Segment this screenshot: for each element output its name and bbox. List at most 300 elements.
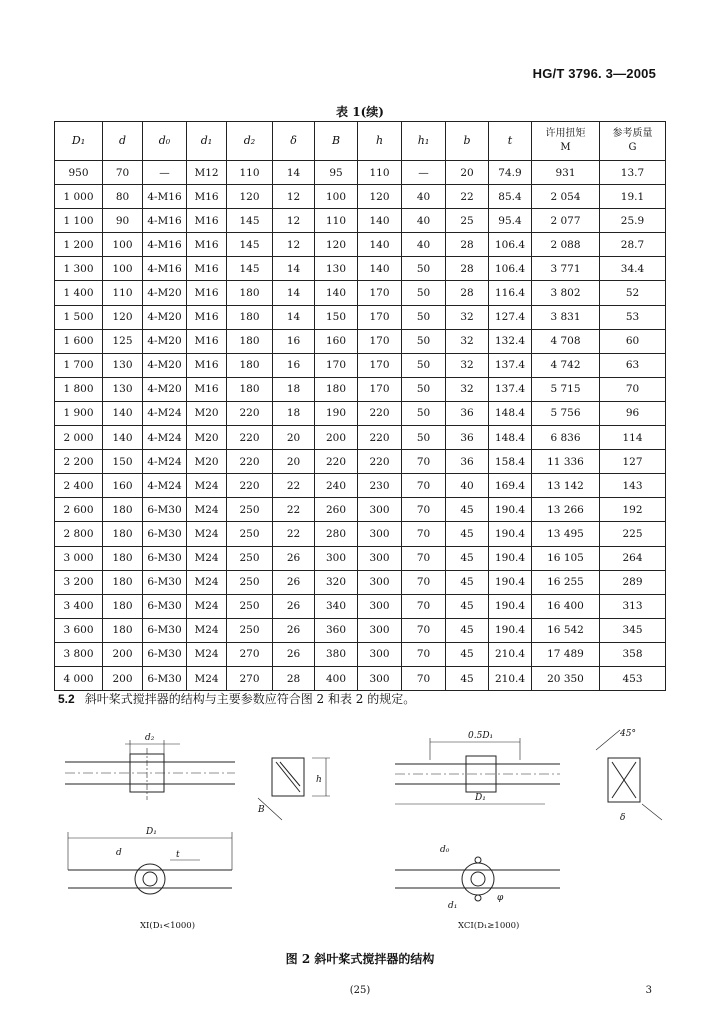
table-cell: 169.4 (489, 474, 532, 498)
table-cell: 22 (446, 185, 489, 209)
table-cell: 170 (358, 281, 402, 305)
table-cell: 950 (55, 161, 103, 185)
table-cell: — (143, 161, 187, 185)
table-cell: 50 (402, 401, 446, 425)
table-cell: 28.7 (600, 233, 666, 257)
table-cell: 36 (446, 450, 489, 474)
table-cell: 70 (402, 450, 446, 474)
table-cell: 200 (103, 642, 143, 666)
stirrer-structure-figure (0, 720, 720, 950)
table-cell: 70 (402, 642, 446, 666)
table-cell: 145 (227, 209, 273, 233)
column-header: d (103, 122, 143, 161)
column-header: b (446, 122, 489, 161)
table-cell: 6-M30 (143, 570, 187, 594)
table-cell: 110 (227, 161, 273, 185)
table-cell: 6-M30 (143, 642, 187, 666)
table-cell: 74.9 (489, 161, 532, 185)
table-cell: 3 802 (532, 281, 600, 305)
table-cell: 80 (103, 185, 143, 209)
dim-d-label: d (116, 848, 122, 858)
table-cell: 106.4 (489, 257, 532, 281)
table-row (55, 546, 666, 570)
table-cell: 264 (600, 546, 666, 570)
table-cell: 114 (600, 426, 666, 450)
table-cell: 300 (358, 618, 402, 642)
table-row (55, 594, 666, 618)
table-cell: M16 (187, 257, 227, 281)
table-cell: 220 (227, 401, 273, 425)
table-cell: 220 (227, 474, 273, 498)
table-cell: 50 (402, 377, 446, 401)
table-cell: 60 (600, 329, 666, 353)
table-cell: 16 (273, 329, 315, 353)
table-cell: 100 (103, 257, 143, 281)
table-cell: 300 (358, 522, 402, 546)
table-cell: 1 900 (55, 401, 103, 425)
table-cell: 160 (103, 474, 143, 498)
table-cell: 192 (600, 498, 666, 522)
table-cell: 50 (402, 329, 446, 353)
table-row (55, 233, 666, 257)
table-cell: 4-M20 (143, 353, 187, 377)
table-cell: 300 (358, 594, 402, 618)
dim-d0-label: d₀ (440, 845, 450, 855)
table-cell: 148.4 (489, 426, 532, 450)
table-cell: M24 (187, 522, 227, 546)
table-cell: 36 (446, 426, 489, 450)
table-cell: 20 (273, 426, 315, 450)
table-cell: 1 400 (55, 281, 103, 305)
column-header: B (315, 122, 358, 161)
table-row (55, 522, 666, 546)
table-cell: 3 600 (55, 618, 103, 642)
table-cell: 50 (402, 257, 446, 281)
column-header: 许用扭矩 M (532, 122, 600, 161)
table-cell: 90 (103, 209, 143, 233)
table-cell: 130 (103, 377, 143, 401)
table-cell: 16 (273, 353, 315, 377)
table-cell: 300 (358, 546, 402, 570)
table-cell: 180 (227, 377, 273, 401)
dim-d1-label: d₁ (448, 901, 458, 911)
table-cell: 190.4 (489, 522, 532, 546)
table-cell: 220 (358, 401, 402, 425)
table-cell: 170 (315, 353, 358, 377)
table-cell: 19.1 (600, 185, 666, 209)
table-cell: 2 400 (55, 474, 103, 498)
table-cell: 110 (315, 209, 358, 233)
table-cell: 40 (402, 185, 446, 209)
table-cell: 4-M16 (143, 233, 187, 257)
table-row (55, 401, 666, 425)
table-cell: 100 (103, 233, 143, 257)
table-cell: 220 (315, 450, 358, 474)
right-cross-section (596, 729, 662, 823)
table-cell: 26 (273, 618, 315, 642)
table-cell: 220 (227, 426, 273, 450)
table-cell: 120 (103, 305, 143, 329)
table-cell: M20 (187, 450, 227, 474)
column-header: d₂ (227, 122, 273, 161)
table-cell: M20 (187, 401, 227, 425)
table-cell: M12 (187, 161, 227, 185)
table-cell: 4-M20 (143, 329, 187, 353)
table-cell: 190.4 (489, 546, 532, 570)
table-cell: 70 (103, 161, 143, 185)
table-cell: 150 (103, 450, 143, 474)
table-cell: 1 200 (55, 233, 103, 257)
table-cell: 106.4 (489, 233, 532, 257)
table-cell: 17 489 (532, 642, 600, 666)
table-row (55, 209, 666, 233)
dim-B-label: B (258, 805, 265, 815)
column-header: h₁ (402, 122, 446, 161)
table-cell: 45 (446, 618, 489, 642)
table-cell: 2 200 (55, 450, 103, 474)
table-cell: 18 (273, 401, 315, 425)
table-cell: 14 (273, 161, 315, 185)
table-cell: 110 (358, 161, 402, 185)
table-cell: 190.4 (489, 618, 532, 642)
standard-number: HG/T 3796. 3—2005 (532, 66, 656, 81)
table-cell: 1 300 (55, 257, 103, 281)
table-cell: 140 (103, 401, 143, 425)
table-cell: 12 (273, 209, 315, 233)
table-cell: 300 (358, 642, 402, 666)
table-cell: 70 (402, 570, 446, 594)
table-cell: 16 105 (532, 546, 600, 570)
table-cell: 320 (315, 570, 358, 594)
table-cell: 45 (446, 522, 489, 546)
table-cell: 14 (273, 305, 315, 329)
table-cell: 70 (402, 618, 446, 642)
table-cell: M16 (187, 329, 227, 353)
table-row (55, 498, 666, 522)
table-cell: 148.4 (489, 401, 532, 425)
table-cell: 180 (103, 618, 143, 642)
table-cell: 453 (600, 666, 666, 690)
table-cell: 120 (358, 185, 402, 209)
table-cell: 190.4 (489, 570, 532, 594)
table-cell: 190.4 (489, 594, 532, 618)
table-cell: 26 (273, 642, 315, 666)
table-cell: 28 (446, 281, 489, 305)
table-cell: 210.4 (489, 642, 532, 666)
table-cell: 4-M20 (143, 305, 187, 329)
table-row (55, 305, 666, 329)
table-row (55, 353, 666, 377)
table-cell: 116.4 (489, 281, 532, 305)
dim-phi-label: φ (497, 893, 504, 903)
dim-h-label: h (316, 775, 322, 785)
table-cell: M16 (187, 209, 227, 233)
table-cell: M24 (187, 666, 227, 690)
table-cell: 45 (446, 642, 489, 666)
table-cell: 4-M24 (143, 474, 187, 498)
table-cell: 11 336 (532, 450, 600, 474)
table-cell: 28 (273, 666, 315, 690)
table-cell: 45 (446, 546, 489, 570)
table-cell: 220 (227, 450, 273, 474)
table-cell: 137.4 (489, 377, 532, 401)
table-cell: 170 (358, 353, 402, 377)
column-header: 参考质量 G (600, 122, 666, 161)
table-cell: 50 (402, 305, 446, 329)
table-cell: 180 (227, 305, 273, 329)
table-cell: 140 (103, 426, 143, 450)
table-cell: 50 (402, 353, 446, 377)
table-cell: 1 000 (55, 185, 103, 209)
table-cell: 4-M20 (143, 377, 187, 401)
table-cell: 13 142 (532, 474, 600, 498)
table-cell: 5 715 (532, 377, 600, 401)
table-cell: 2 077 (532, 209, 600, 233)
table-row (55, 426, 666, 450)
table-cell: 4 000 (55, 666, 103, 690)
table-cell: 180 (103, 522, 143, 546)
table-cell: 180 (103, 498, 143, 522)
table-cell: 18 (273, 377, 315, 401)
table-cell: 4-M16 (143, 209, 187, 233)
table-cell: 3 771 (532, 257, 600, 281)
table-cell: 28 (446, 233, 489, 257)
table-cell: 137.4 (489, 353, 532, 377)
left-cross-section (257, 758, 330, 820)
table-cell: 3 831 (532, 305, 600, 329)
table-cell: 260 (315, 498, 358, 522)
table-cell: 3 800 (55, 642, 103, 666)
table-cell: 4 708 (532, 329, 600, 353)
table-cell: 230 (358, 474, 402, 498)
table-cell: 14 (273, 281, 315, 305)
table-cell: 160 (315, 329, 358, 353)
table-cell: 4 742 (532, 353, 600, 377)
table-cell: 2 000 (55, 426, 103, 450)
table-cell: M24 (187, 474, 227, 498)
table-cell: 95 (315, 161, 358, 185)
page-number: (25) (349, 985, 371, 996)
left-figure-label: XI(D₁<1000) (140, 921, 196, 931)
table-cell: M16 (187, 233, 227, 257)
column-header: D₁ (55, 122, 103, 161)
column-header: δ (273, 122, 315, 161)
table-cell: 190.4 (489, 498, 532, 522)
table-cell: 26 (273, 594, 315, 618)
table-cell: 140 (358, 257, 402, 281)
table-cell: 95.4 (489, 209, 532, 233)
table-cell: 4-M24 (143, 426, 187, 450)
table-cell: 931 (532, 161, 600, 185)
table-cell: M24 (187, 498, 227, 522)
table-cell: 110 (103, 281, 143, 305)
left-top-view (68, 827, 232, 931)
table-cell: 127 (600, 450, 666, 474)
table-row (55, 618, 666, 642)
table-cell: 26 (273, 570, 315, 594)
table-cell: 130 (103, 353, 143, 377)
table-cell: 22 (273, 474, 315, 498)
table-cell: 25.9 (600, 209, 666, 233)
table-cell: 190 (315, 401, 358, 425)
table-cell: 180 (315, 377, 358, 401)
column-header: t (489, 122, 532, 161)
table-cell: 70 (402, 522, 446, 546)
table-cell: 6-M30 (143, 618, 187, 642)
table-cell: 313 (600, 594, 666, 618)
table-cell: M24 (187, 618, 227, 642)
table-cell: 2 088 (532, 233, 600, 257)
page-corner-number: 3 (645, 985, 652, 996)
parameter-table (54, 121, 666, 691)
table-cell: 345 (600, 618, 666, 642)
table-cell: 170 (358, 329, 402, 353)
table-cell: 1 100 (55, 209, 103, 233)
table-cell: 4-M24 (143, 450, 187, 474)
table-cell: 6 836 (532, 426, 600, 450)
table-cell: 3 000 (55, 546, 103, 570)
table-row (55, 474, 666, 498)
table-cell: 14 (273, 257, 315, 281)
table-cell: 300 (315, 546, 358, 570)
table-cell: 145 (227, 233, 273, 257)
table-cell: M16 (187, 377, 227, 401)
table-cell: 280 (315, 522, 358, 546)
table-cell: 200 (103, 666, 143, 690)
table-cell: 70 (600, 377, 666, 401)
dim-D1-label: D₁ (146, 827, 157, 837)
table-cell: 6-M30 (143, 666, 187, 690)
dim-delta-label: δ (620, 813, 626, 823)
table-cell: 4-M24 (143, 401, 187, 425)
table-cell: — (402, 161, 446, 185)
table-title: 表 1(续) (336, 105, 384, 119)
table-cell: 145 (227, 257, 273, 281)
table-cell: 25 (446, 209, 489, 233)
table-cell: 132.4 (489, 329, 532, 353)
table-cell: 3 200 (55, 570, 103, 594)
table-cell: 250 (227, 570, 273, 594)
table-cell: M16 (187, 185, 227, 209)
table-cell: 270 (227, 666, 273, 690)
left-side-view (65, 733, 235, 800)
table-cell: M16 (187, 305, 227, 329)
table-cell: 289 (600, 570, 666, 594)
table-cell: 250 (227, 498, 273, 522)
dim-t-label: t (176, 850, 180, 860)
column-header: d₁ (187, 122, 227, 161)
section-paragraph (58, 690, 415, 707)
table-cell: 300 (358, 666, 402, 690)
table-cell: M24 (187, 642, 227, 666)
table-row (55, 642, 666, 666)
table-cell: M16 (187, 353, 227, 377)
section-text: 斜叶桨式搅拌器的结构与主要参数应符合图 2 和表 2 的规定。 (84, 692, 416, 706)
column-header: h (358, 122, 402, 161)
table-cell: 120 (315, 233, 358, 257)
figure-caption: 图 2 斜叶桨式搅拌器的结构 (285, 952, 435, 966)
table-cell: 200 (315, 426, 358, 450)
table-cell: 180 (103, 546, 143, 570)
table-row (55, 450, 666, 474)
table-cell: 13 495 (532, 522, 600, 546)
table-cell: 360 (315, 618, 358, 642)
right-top-view (395, 845, 560, 931)
table-cell: 70 (402, 666, 446, 690)
table-cell: 36 (446, 401, 489, 425)
table-cell: 12 (273, 185, 315, 209)
table-header-row (55, 122, 666, 161)
right-side-view (395, 731, 560, 804)
table-cell: 34.4 (600, 257, 666, 281)
table-cell: 180 (103, 570, 143, 594)
table-cell: 16 400 (532, 594, 600, 618)
table-cell: 53 (600, 305, 666, 329)
table-cell: 16 255 (532, 570, 600, 594)
table-cell: 40 (446, 474, 489, 498)
table-cell: 20 350 (532, 666, 600, 690)
table-cell: 125 (103, 329, 143, 353)
table-row (55, 570, 666, 594)
table-cell: 250 (227, 522, 273, 546)
table-cell: 250 (227, 546, 273, 570)
table-cell: M24 (187, 594, 227, 618)
table-cell: 180 (227, 353, 273, 377)
table-cell: 170 (358, 305, 402, 329)
table-cell: 150 (315, 305, 358, 329)
dim-half-D1-label: 0.5D₁ (468, 731, 494, 741)
table-cell: 6-M30 (143, 498, 187, 522)
table-cell: 143 (600, 474, 666, 498)
table-cell: 250 (227, 594, 273, 618)
table-cell: 63 (600, 353, 666, 377)
table-row (55, 329, 666, 353)
table-cell: 26 (273, 546, 315, 570)
table-cell: 358 (600, 642, 666, 666)
table-cell: 32 (446, 353, 489, 377)
table-cell: 270 (227, 642, 273, 666)
table-cell: M24 (187, 570, 227, 594)
table-cell: 20 (273, 450, 315, 474)
table-cell: 210.4 (489, 666, 532, 690)
table-cell: 130 (315, 257, 358, 281)
table-cell: 140 (358, 209, 402, 233)
table-cell: 6-M30 (143, 594, 187, 618)
table-cell: 32 (446, 305, 489, 329)
table-cell: 180 (103, 594, 143, 618)
table-cell: 12 (273, 233, 315, 257)
table-cell: 32 (446, 329, 489, 353)
table-cell: 70 (402, 474, 446, 498)
table-row (55, 281, 666, 305)
table-cell: 16 542 (532, 618, 600, 642)
table-cell: 300 (358, 570, 402, 594)
table-row (55, 666, 666, 690)
table-row (55, 257, 666, 281)
table-cell: 180 (227, 329, 273, 353)
table-cell: 3 400 (55, 594, 103, 618)
table-row (55, 185, 666, 209)
table-cell: 100 (315, 185, 358, 209)
table-cell: M16 (187, 281, 227, 305)
table-cell: 50 (402, 426, 446, 450)
table-cell: 220 (358, 450, 402, 474)
table-cell: 85.4 (489, 185, 532, 209)
table-cell: 2 054 (532, 185, 600, 209)
table-cell: 4-M16 (143, 257, 187, 281)
table-cell: 28 (446, 257, 489, 281)
table-cell: 13 266 (532, 498, 600, 522)
